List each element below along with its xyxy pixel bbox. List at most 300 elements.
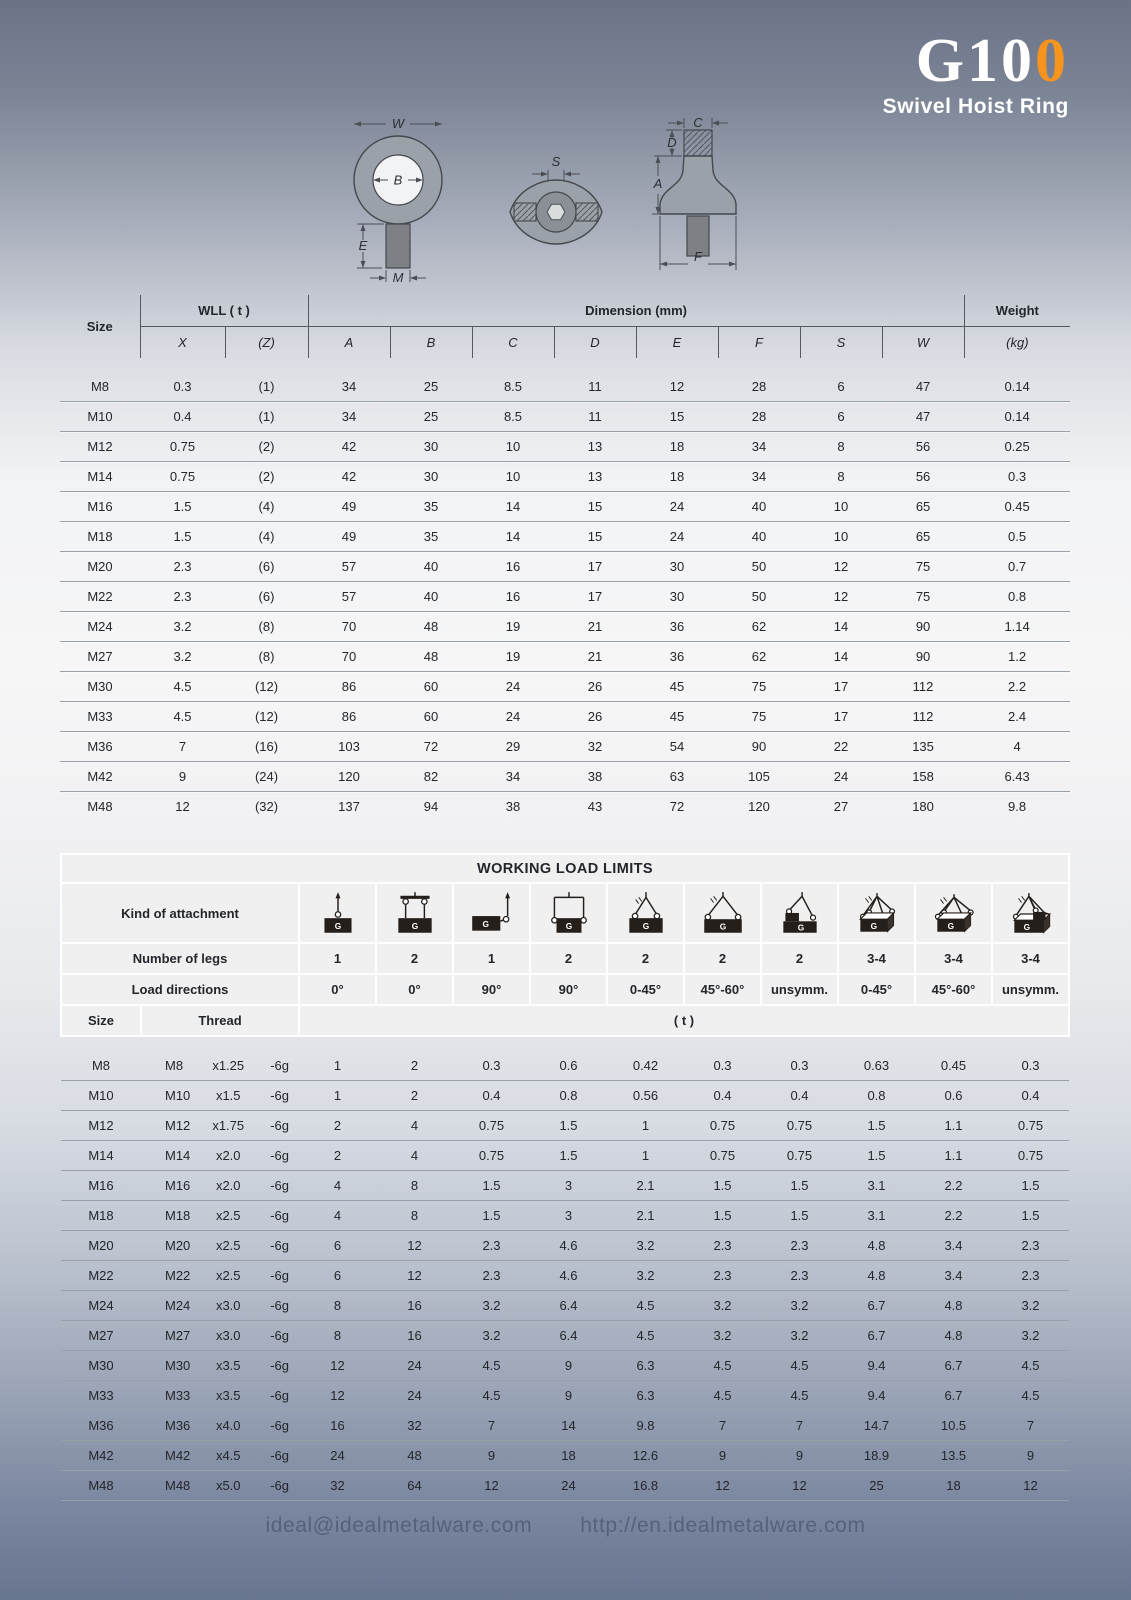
row-size: M12: [60, 432, 140, 462]
row-value: 103: [308, 732, 390, 762]
row-value: 137: [338, 799, 360, 814]
row-value: 1.5: [684, 1171, 761, 1201]
row-value: 8.5: [472, 402, 554, 432]
row-value: 36: [636, 642, 718, 672]
row-value: 17: [554, 552, 636, 582]
dim-table-row: [60, 642, 1070, 672]
row-value: 34: [308, 402, 390, 432]
row-value: 9.8: [1008, 799, 1027, 814]
row-thread: [141, 1081, 299, 1111]
row-value: 15: [554, 492, 636, 522]
row-value: 6.4: [530, 1321, 607, 1351]
row-value: 2: [299, 1141, 376, 1171]
row-thread: [141, 1381, 299, 1411]
row-value: 6: [299, 1261, 376, 1291]
thread-part: -6g: [270, 1268, 289, 1283]
load-direction-value: 0-45°: [607, 974, 684, 1005]
row-value: 48: [390, 612, 472, 642]
row-value: 24: [376, 1351, 453, 1381]
row-value: 30: [390, 432, 472, 462]
row-value: 0.42: [607, 1051, 684, 1081]
thread-part: -6g: [270, 1478, 289, 1493]
row-value: 43: [587, 799, 603, 814]
row-value: 38: [505, 799, 521, 814]
thread-part: x1.5: [215, 1088, 241, 1103]
dim-subheader-s: S: [800, 327, 882, 359]
dim-table-row: [60, 432, 1070, 462]
row-value: 4.5: [992, 1381, 1069, 1411]
row-value: 1.5: [530, 1141, 607, 1171]
row-value: 12.6: [607, 1441, 684, 1471]
thread-part: x1.25: [212, 1058, 245, 1073]
thread-part: x3.0: [215, 1328, 241, 1343]
row-value: 2: [299, 1111, 376, 1141]
load-direction-value: 90°: [530, 974, 607, 1005]
row-value: 0.8: [964, 582, 1070, 612]
dimensions-table: [60, 295, 1070, 821]
row-value: 32: [299, 1471, 376, 1501]
row-value: 29: [472, 732, 554, 762]
row-value: 0.75: [684, 1111, 761, 1141]
row-value: 8: [299, 1321, 376, 1351]
row-value: 1.5: [761, 1201, 838, 1231]
thread-part: M30: [165, 1358, 191, 1373]
row-size: M16: [60, 492, 140, 522]
row-value: 1.5: [992, 1171, 1069, 1201]
thread-part: x4.0: [215, 1418, 241, 1433]
row-value: 75: [882, 552, 964, 582]
dim-table-row: [60, 702, 1070, 732]
row-value: 19: [472, 642, 554, 672]
row-value: 7: [761, 1411, 838, 1441]
row-value: 0.75: [140, 462, 225, 492]
row-value: 2.3: [140, 552, 225, 582]
row-value: 12: [376, 1231, 453, 1261]
row-value: 3.1: [838, 1201, 915, 1231]
sling-3-4-leg-unsymm-icon: [992, 883, 1069, 943]
thread-part: x2.5: [215, 1238, 241, 1253]
row-value: 8: [376, 1171, 453, 1201]
svg-text:G: G: [947, 921, 954, 932]
row-value: 0.3: [964, 462, 1070, 492]
row-value: 9: [530, 1381, 607, 1411]
row-value: 14: [530, 1411, 607, 1441]
row-value: 28: [718, 372, 800, 402]
row-value: 0.8: [838, 1081, 915, 1111]
row-value: 0.4: [992, 1081, 1069, 1111]
row-value: 63: [636, 762, 718, 792]
row-value: 26: [554, 672, 636, 702]
row-size: M22: [61, 1261, 141, 1291]
row-value: 25: [390, 372, 472, 402]
load-direction-value: 0-45°: [838, 974, 915, 1005]
dim-label-M: M: [392, 270, 404, 285]
row-value: 4.5: [992, 1351, 1069, 1381]
row-value: 10: [800, 522, 882, 552]
row-value: 12: [453, 1471, 530, 1501]
wll-table-row: [61, 1051, 1069, 1081]
row-value: 13: [554, 462, 636, 492]
hex-socket: [547, 204, 565, 220]
row-size: M33: [60, 702, 140, 732]
row-value: 21: [554, 612, 636, 642]
thread-part: -6g: [270, 1178, 289, 1193]
row-value: 75: [718, 702, 800, 732]
thread-part: M22: [165, 1268, 191, 1283]
row-value: 3.2: [992, 1291, 1069, 1321]
row-value: 4.6: [530, 1261, 607, 1291]
row-value: 32: [554, 732, 636, 762]
row-value: 40: [718, 492, 800, 522]
row-value: 2: [376, 1051, 453, 1081]
row-value: (1): [225, 372, 308, 402]
row-value: 7: [684, 1411, 761, 1441]
thread-part: M18: [165, 1208, 191, 1223]
dim-subheader-d: D: [554, 327, 636, 359]
row-size: M42: [61, 1441, 141, 1471]
weight-column-header: Weight: [964, 295, 1070, 327]
row-value: 9.4: [838, 1351, 915, 1381]
row-value: 0.75: [140, 432, 225, 462]
svg-text:G: G: [565, 921, 572, 932]
row-value: 24: [376, 1381, 453, 1411]
row-value: 2.3: [684, 1261, 761, 1291]
row-size: M30: [61, 1351, 141, 1381]
side-view-diagram: [650, 114, 746, 286]
row-value: 70: [308, 612, 390, 642]
load-direction-value: unsymm.: [992, 974, 1069, 1005]
row-thread: [141, 1351, 299, 1381]
thread-part: M8: [165, 1058, 184, 1073]
number-of-legs-value: 2: [761, 943, 838, 974]
row-value: 3.2: [453, 1291, 530, 1321]
row-value: 2.3: [140, 582, 225, 612]
row-size: M48: [87, 799, 113, 814]
row-value: 14: [472, 492, 554, 522]
thread-part: x3.5: [215, 1388, 241, 1403]
row-value: 13: [554, 432, 636, 462]
thread-part: -6g: [270, 1148, 289, 1163]
row-value: 10.5: [915, 1411, 992, 1441]
number-of-legs-value: 1: [453, 943, 530, 974]
row-value: 12: [299, 1351, 376, 1381]
thread-part: x3.0: [215, 1298, 241, 1313]
row-value: 60: [390, 672, 472, 702]
thread-part: x2.0: [215, 1178, 241, 1193]
dim-table-row: [60, 462, 1070, 492]
row-value: 3.2: [761, 1321, 838, 1351]
row-thread: [141, 1261, 299, 1291]
row-value: 0.75: [761, 1141, 838, 1171]
svg-text:G: G: [411, 921, 418, 932]
logo-accent-zero: 0: [1035, 27, 1069, 95]
thread-part: M12: [165, 1118, 191, 1133]
thread-part: M20: [165, 1238, 191, 1253]
row-value: 25: [838, 1471, 915, 1501]
dim-label-W: W: [391, 116, 405, 131]
row-size: M14: [60, 462, 140, 492]
row-value: 50: [718, 582, 800, 612]
dim-label-A: A: [653, 176, 663, 191]
row-value: 3.1: [838, 1171, 915, 1201]
dim-label-C: C: [693, 115, 703, 130]
dim-table-row: [60, 582, 1070, 612]
dim-label-F: F: [694, 249, 702, 264]
dim-subheader-a: A: [308, 327, 390, 359]
row-value: 135: [882, 732, 964, 762]
dim-table-row: [60, 672, 1070, 702]
row-value: 0.4: [684, 1081, 761, 1111]
thread-part: -6g: [270, 1298, 289, 1313]
row-value: 6.4: [530, 1291, 607, 1321]
dim-table-row: [60, 372, 1070, 402]
row-value: 6.7: [915, 1351, 992, 1381]
row-thread: [141, 1051, 299, 1081]
row-value: 4.5: [453, 1351, 530, 1381]
row-value: 10: [472, 462, 554, 492]
row-value: 24: [636, 522, 718, 552]
thread-part: x2.5: [215, 1268, 241, 1283]
row-value: 16: [472, 582, 554, 612]
row-value: 4.5: [607, 1291, 684, 1321]
dim-subheader-row: [60, 327, 1070, 359]
row-value: 56: [882, 462, 964, 492]
row-size: M27: [61, 1321, 141, 1351]
row-value: 94: [423, 799, 439, 814]
row-value: 4.5: [140, 702, 225, 732]
size-column-header: Size: [60, 295, 140, 358]
row-size: M10: [60, 402, 140, 432]
wll-table-row: [61, 1201, 1069, 1231]
sling-2-leg-90deg-icon: [530, 883, 607, 943]
wll-table-row: [61, 1111, 1069, 1141]
row-value: (6): [225, 582, 308, 612]
row-size: M22: [60, 582, 140, 612]
row-value: 0.75: [761, 1111, 838, 1141]
row-value: 30: [636, 582, 718, 612]
dimension-group-header: Dimension (mm): [308, 295, 964, 327]
technical-drawings: [346, 112, 796, 296]
row-value: (16): [225, 732, 308, 762]
row-value: 3.2: [453, 1321, 530, 1351]
row-value: 0.75: [992, 1111, 1069, 1141]
row-size: M8: [60, 372, 140, 402]
row-value: 4: [376, 1141, 453, 1171]
row-value: 4.5: [607, 1321, 684, 1351]
row-value: 18: [636, 432, 718, 462]
row-value: (32): [254, 799, 279, 814]
load-direction-value: 0°: [299, 974, 376, 1005]
dim-label-B: B: [393, 172, 403, 188]
thread-part: -6g: [270, 1388, 289, 1403]
row-value: 0.5: [964, 522, 1070, 552]
row-value: 47: [882, 402, 964, 432]
row-value: 1.5: [838, 1111, 915, 1141]
row-thread: [141, 1171, 299, 1201]
row-value: 24: [530, 1471, 607, 1501]
row-value: 12: [992, 1471, 1069, 1501]
row-value: 40: [390, 582, 472, 612]
row-value: 1.5: [684, 1201, 761, 1231]
dim-table-row: [60, 732, 1070, 762]
row-value: 48: [376, 1441, 453, 1471]
row-value: 15: [636, 402, 718, 432]
thread-part: M48: [165, 1478, 191, 1493]
row-value: 70: [308, 642, 390, 672]
row-value: 8.5: [472, 372, 554, 402]
row-size: M24: [60, 612, 140, 642]
thread-part: x4.5: [215, 1448, 241, 1463]
tonnes-unit-header: ( t ): [299, 1005, 1069, 1036]
row-value: 86: [308, 672, 390, 702]
row-value: 12: [636, 372, 718, 402]
row-value: 35: [390, 492, 472, 522]
dim-table-row: [60, 402, 1070, 432]
wll-table-row: [61, 1351, 1069, 1381]
row-value: 1.5: [140, 522, 225, 552]
dim-table-row: [60, 552, 1070, 582]
row-value: 9.8: [607, 1411, 684, 1441]
row-value: 2.1: [607, 1171, 684, 1201]
row-value: 16: [376, 1321, 453, 1351]
wll-table-row: [61, 1141, 1069, 1171]
row-value: 0.6: [915, 1081, 992, 1111]
thread-part: M14: [165, 1148, 191, 1163]
row-value: 6.43: [964, 762, 1070, 792]
row-value: 3: [530, 1201, 607, 1231]
number-of-legs-value: 3-4: [915, 943, 992, 974]
row-value: 9: [992, 1441, 1069, 1471]
row-value: 0.45: [964, 492, 1070, 522]
row-value: 158: [882, 762, 964, 792]
thread-part: M10: [165, 1088, 191, 1103]
row-size: M18: [61, 1201, 141, 1231]
row-thread: [141, 1411, 299, 1441]
thread-part: x5.0: [215, 1478, 241, 1493]
row-size: M30: [60, 672, 140, 702]
row-value: 12: [376, 1261, 453, 1291]
row-value: 9.4: [838, 1381, 915, 1411]
brand-logo: [882, 27, 1069, 119]
row-value: 14.7: [838, 1411, 915, 1441]
row-value: 16: [299, 1411, 376, 1441]
load-direction-value: unsymm.: [761, 974, 838, 1005]
row-value: (8): [225, 612, 308, 642]
row-value: 7: [140, 732, 225, 762]
row-value: 12: [761, 1471, 838, 1501]
row-value: 3.2: [607, 1231, 684, 1261]
row-value: 3.2: [761, 1291, 838, 1321]
dim-label-E: E: [358, 238, 368, 253]
row-value: (12): [225, 672, 308, 702]
row-value: 4.8: [915, 1291, 992, 1321]
row-value: 9: [684, 1441, 761, 1471]
row-value: 18: [915, 1471, 992, 1501]
row-value: 13.5: [915, 1441, 992, 1471]
logo-subtitle: Swivel Hoist Ring: [882, 95, 1069, 118]
row-value: 9: [140, 762, 225, 792]
row-value: 24: [800, 762, 882, 792]
row-value: 4.8: [838, 1231, 915, 1261]
row-value: 8: [800, 432, 882, 462]
row-size: M10: [61, 1081, 141, 1111]
working-load-limits-table: [60, 853, 1070, 1501]
row-value: 112: [882, 702, 964, 732]
row-value: 90: [718, 732, 800, 762]
dim-table-row: [60, 762, 1070, 792]
number-of-legs-value: 2: [684, 943, 761, 974]
row-value: 42: [308, 432, 390, 462]
sling-2-leg-45-60deg-icon: [684, 883, 761, 943]
load-directions-label: Load directions: [61, 974, 299, 1005]
row-value: 27: [833, 799, 849, 814]
row-value: 2.2: [915, 1201, 992, 1231]
row-value: 1.5: [453, 1171, 530, 1201]
wll-table-row: [61, 1291, 1069, 1321]
row-value: 16: [472, 552, 554, 582]
row-value: 2.3: [992, 1231, 1069, 1261]
row-value: 0.14: [964, 372, 1070, 402]
thread-part: M33: [165, 1388, 191, 1403]
row-value: 25: [390, 402, 472, 432]
dim-table-row: [60, 492, 1070, 522]
row-value: 14: [800, 612, 882, 642]
row-value: 2.3: [453, 1261, 530, 1291]
thread-part: -6g: [270, 1058, 289, 1073]
row-value: 9: [453, 1441, 530, 1471]
footer-contacts: [0, 1514, 1131, 1538]
row-value: 90: [882, 642, 964, 672]
row-value: 3.2: [684, 1291, 761, 1321]
row-value: 64: [376, 1471, 453, 1501]
row-size: M14: [61, 1141, 141, 1171]
footer-website: http://en.idealmetalware.com: [580, 1514, 866, 1537]
row-value: 3.2: [607, 1261, 684, 1291]
row-value: 19: [472, 612, 554, 642]
row-value: 0.3: [453, 1051, 530, 1081]
load-direction-value: 0°: [376, 974, 453, 1005]
number-of-legs-value: 2: [530, 943, 607, 974]
row-value: 4.8: [915, 1321, 992, 1351]
row-value: 6.7: [838, 1321, 915, 1351]
size-thread-header-row: [61, 1005, 1069, 1036]
row-value: (2): [225, 432, 308, 462]
dim-subheader-f: F: [718, 327, 800, 359]
row-value: 86: [308, 702, 390, 732]
row-value: 60: [390, 702, 472, 732]
row-value: (4): [225, 522, 308, 552]
sling-2-leg-unsymm-icon: [761, 883, 838, 943]
svg-text:G: G: [1023, 922, 1030, 933]
row-value: 48: [390, 642, 472, 672]
hoist-ring-side-body: [660, 156, 736, 214]
row-value: 1.5: [453, 1201, 530, 1231]
row-value: (12): [225, 702, 308, 732]
row-thread: [141, 1141, 299, 1171]
row-value: 17: [554, 582, 636, 612]
row-value: 57: [308, 552, 390, 582]
row-value: 1: [607, 1111, 684, 1141]
row-value: 1.1: [915, 1111, 992, 1141]
row-value: 180: [912, 799, 934, 814]
row-value: (24): [225, 762, 308, 792]
wll-table-row: [61, 1081, 1069, 1111]
row-value: 2: [376, 1081, 453, 1111]
sling-2-leg-0deg-beam-icon: [376, 883, 453, 943]
number-of-legs-value: 3-4: [838, 943, 915, 974]
row-value: 3.2: [684, 1321, 761, 1351]
row-value: 1.2: [964, 642, 1070, 672]
